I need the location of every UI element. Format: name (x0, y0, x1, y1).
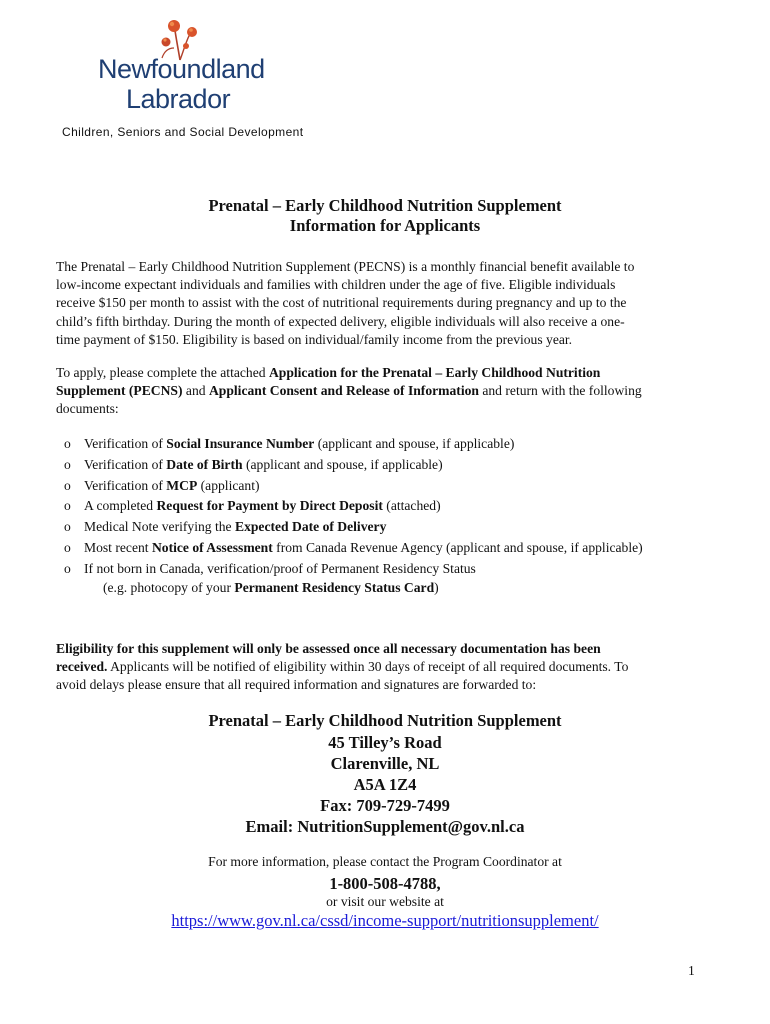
contact-phone: 1-800-508-4788, (329, 874, 441, 893)
required-documents-list (64, 434, 734, 580)
item-bold: Social Insurance Number (166, 436, 315, 451)
list-item (64, 434, 734, 455)
address-street: 45 Tilley’s Road (328, 733, 442, 752)
bullet-icon: o (64, 498, 71, 514)
item-text: Medical Note verifying the (84, 519, 235, 535)
address-fax: Fax: 709-729-7499 (320, 796, 450, 815)
logo-text-newfoundland: Newfoundland (98, 54, 265, 84)
note-bold: Permanent Residency Status Card (234, 580, 435, 595)
item-text: A completed (84, 498, 157, 514)
document-subtitle: Information for Applicants (289, 216, 481, 235)
item-bold: Expected Date of Delivery (235, 519, 387, 535)
page-number: 1 (688, 963, 695, 978)
apply-text: and (182, 383, 209, 399)
item-text: (attached) (382, 498, 441, 514)
application-form-name-cont: Supplement (PECNS) (56, 383, 183, 399)
list-item (64, 559, 734, 580)
residency-card-note (103, 580, 439, 596)
document-title: Prenatal – Early Childhood Nutrition Supplement (208, 196, 562, 215)
item-text: Verification of (84, 477, 167, 493)
bullet-icon: o (64, 456, 71, 472)
eligibility-text: avoid delays please ensure that all required information and signatures are forwarded to: (56, 677, 537, 693)
bullet-icon: o (64, 477, 71, 493)
apply-paragraph (56, 364, 716, 419)
intro-line: time payment of $150. Eligibility is based on individual/family income from the previous year. (56, 331, 573, 347)
intro-line: child’s fifth birthday. During the month of expected delivery, eligible individuals will also receive a one- (56, 313, 625, 329)
address-email[interactable]: Email: NutritionSupplement@gov.nl.ca (245, 817, 525, 836)
apply-text: and return with the following (478, 383, 642, 399)
consent-form-name: Applicant Consent and Release of Information (208, 383, 479, 399)
note-text: ) (434, 580, 439, 595)
list-item (64, 517, 734, 538)
eligibility-bold: Eligibility for this supplement will only be assessed once all necessary documentation has been (56, 641, 601, 656)
item-text: Verification of (84, 436, 167, 451)
contact-intro: For more information, please contact the Program Coordinator at (208, 854, 562, 869)
item-bold: Date of Birth (166, 456, 243, 472)
apply-text: documents: (56, 401, 119, 417)
item-text: (applicant and spouse, if applicable) (242, 456, 443, 472)
address-postal-code: A5A 1Z4 (353, 775, 417, 794)
item-bold: MCP (166, 477, 198, 493)
website-intro: or visit our website at (326, 894, 444, 909)
address-city: Clarenville, NL (330, 754, 440, 773)
list-item (64, 455, 734, 476)
logo-text-labrador: Labrador (126, 84, 231, 114)
bullet-icon: o (64, 436, 71, 451)
bullet-icon: o (64, 560, 71, 576)
bullet-icon: o (64, 539, 71, 555)
eligibility-paragraph (56, 640, 716, 695)
note-text: (e.g. photocopy of your (103, 580, 235, 595)
intro-line: low-income expectant individuals and families with children under the age of five. Eligible individuals (56, 277, 616, 293)
department-name: Children, Seniors and Social Development (62, 125, 304, 139)
item-text: (applicant) (197, 477, 260, 493)
item-text: Verification of (84, 456, 167, 472)
intro-line: receive $150 per month to assist with the cost of nutritional requirements during pregnancy and up to the (56, 295, 627, 311)
address-program-name: Prenatal – Early Childhood Nutrition Supplement (208, 711, 562, 730)
application-form-name: Application for the Prenatal – Early Childhood Nutrition (268, 365, 601, 380)
item-text: If not born in Canada, verification/proof of Permanent Residency Status (84, 560, 476, 576)
list-item (64, 476, 734, 497)
intro-line: The Prenatal – Early Childhood Nutrition Supplement (PECNS) is a monthly financial benefit available to (56, 259, 635, 274)
list-item (64, 496, 734, 517)
item-text: from Canada Revenue Agency (applicant and spouse, if applicable) (272, 539, 643, 555)
item-text: Most recent (84, 539, 152, 555)
website-link[interactable]: https://www.gov.nl.ca/cssd/income-support/nutritionsupplement/ (171, 911, 599, 930)
item-bold: Request for Payment by Direct Deposit (156, 498, 383, 514)
item-text: (applicant and spouse, if applicable) (314, 436, 515, 451)
eligibility-bold: received. (56, 659, 108, 675)
government-logo (88, 18, 288, 118)
bullet-icon: o (64, 519, 71, 535)
item-bold: Notice of Assessment (151, 539, 273, 555)
apply-text: To apply, please complete the attached (56, 365, 269, 380)
eligibility-text: Applicants will be notified of eligibility within 30 days of receipt of all required documents. To (107, 659, 629, 675)
intro-paragraph (56, 258, 716, 349)
list-item (64, 538, 734, 559)
